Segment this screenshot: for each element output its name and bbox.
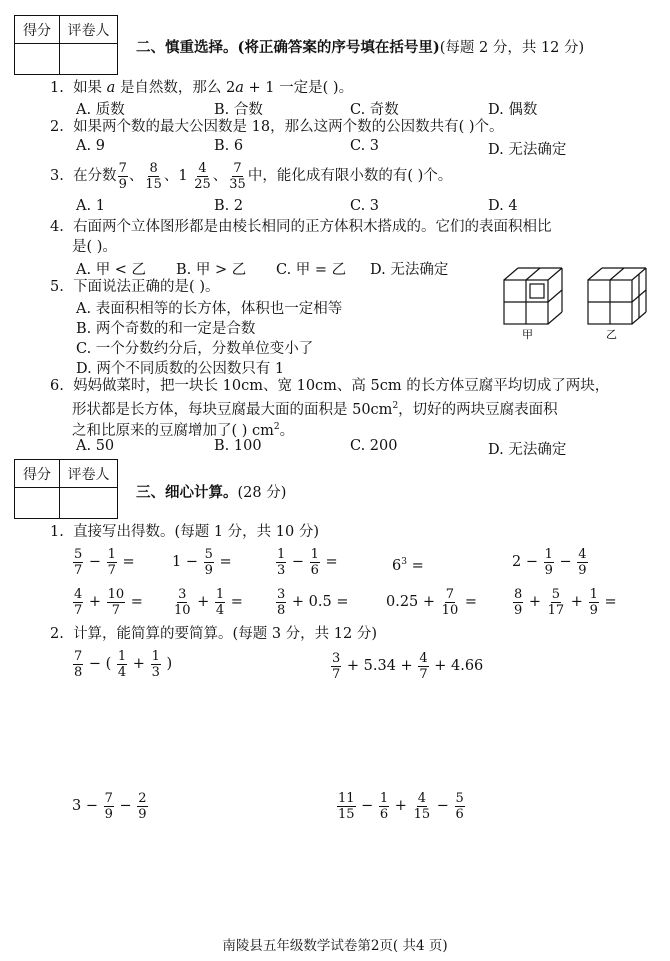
section3-title: 三、细心计算。 xyxy=(136,484,238,501)
calc-a5: 2 − $\frac{1}{9}$ − $\frac{4}{9}$ xyxy=(512,546,587,578)
grader-label: 评卷人 xyxy=(60,16,118,44)
section2-note: (每题 2 分，共 12 分) xyxy=(439,40,585,56)
section3-note: (28 分) xyxy=(237,485,287,501)
page-footer: 南陵县五年级数学试卷第2页( 共4 页) xyxy=(222,938,448,954)
q4-option-b[interactable]: B. 甲 > 乙 xyxy=(176,262,247,278)
q2-option-d[interactable]: D. 无法确定 xyxy=(488,142,567,158)
score-box-section2 xyxy=(14,15,118,75)
q2-option-a[interactable]: A. 9 xyxy=(76,138,105,154)
section3-part1-heading: 1. 直接写出得数。(每题 1 分，共 10 分) xyxy=(50,524,319,540)
calc-a4: $6^3$ = xyxy=(392,557,424,574)
calc-a2: 1 − $\frac{5}{9}$ = xyxy=(172,546,232,578)
figure-yi xyxy=(588,268,646,324)
q3-option-b[interactable]: B. 2 xyxy=(214,198,244,214)
score-cell[interactable] xyxy=(15,488,60,519)
grader-cell[interactable] xyxy=(60,488,118,519)
q4-option-c[interactable]: C. 甲 = 乙 xyxy=(276,262,347,278)
calc-a3: $\frac{1}{3}$ − $\frac{1}{6}$ = xyxy=(277,546,338,578)
grader-label: 评卷人 xyxy=(60,460,118,488)
calc-d1: 3 − $\frac{7}{9}$ − $\frac{2}{9}$ xyxy=(72,790,147,822)
q5-option-b[interactable]: B. 两个奇数的和一定是合数 xyxy=(76,321,256,337)
q6-option-d[interactable]: D. 无法确定 xyxy=(488,442,567,458)
calc-b3: $\frac{3}{8}$ + 0.5 = xyxy=(277,586,349,618)
score-label: 得分 xyxy=(15,460,60,488)
q6-stem-line2: 形状都是长方体，每块豆腐最大面的面积是 $50cm^2$，切好的两块豆腐表面积 xyxy=(72,401,558,418)
q6-option-b[interactable]: B. 100 xyxy=(214,438,262,454)
calc-b4: 0.25 + $\frac{7}{10}$ = xyxy=(386,586,477,618)
q3-fraction-4: $\frac{7}{35}$ xyxy=(229,160,246,192)
q3-fraction-1: $\frac{7}{9}$ xyxy=(118,160,127,192)
q5-option-c[interactable]: C. 一个分数约分后，分数单位变小了 xyxy=(76,341,314,357)
score-cell[interactable] xyxy=(15,44,60,75)
q6-stem-line3: 之和比原来的豆腐增加了( ) $cm^2$。 xyxy=(72,422,295,439)
q5-stem: 5. 下面说法正确的是( )。 xyxy=(50,279,220,295)
q4-option-a[interactable]: A. 甲 < 乙 xyxy=(76,262,147,278)
q4-stem-line2: 是( )。 xyxy=(72,239,117,255)
q3-option-a[interactable]: A. 1 xyxy=(76,198,105,214)
calc-b5: $\frac{8}{9}$ + $\frac{5}{17}$ + $\frac{1}{9}$ = xyxy=(514,586,617,618)
q6-option-c[interactable]: C. 200 xyxy=(350,438,398,454)
q1-option-a[interactable]: A. 质数 xyxy=(76,102,125,118)
q1-option-c[interactable]: C. 奇数 xyxy=(350,102,399,118)
q5-option-d[interactable]: D. 两个不同质数的公因数只有 1 xyxy=(76,361,285,377)
score-label: 得分 xyxy=(15,16,60,44)
q1-stem: 1. 如果 a 是自然数，那么 2a + 1 一定是( )。 xyxy=(50,80,354,96)
q4-cube-figures xyxy=(500,258,660,340)
q4-stem: 4. 右面两个立体图形都是由棱长相同的正方体积木搭成的。它们的表面积相比 xyxy=(50,219,552,235)
q1-option-b[interactable]: B. 合数 xyxy=(214,102,263,118)
q3-fraction-3: $\frac{4}{25}$ xyxy=(194,160,211,192)
grader-cell[interactable] xyxy=(60,44,118,75)
q6-option-a[interactable]: A. 50 xyxy=(76,438,115,454)
q2-option-c[interactable]: C. 3 xyxy=(350,138,380,154)
calc-c1: $\frac{7}{8}$ − ( $\frac{1}{4}$ + $\frac{1}{3}$ ) xyxy=(74,648,173,680)
score-box-section3 xyxy=(14,459,118,519)
q5-option-a[interactable]: A. 表面积相等的长方体，体积也一定相等 xyxy=(76,301,343,317)
calc-a1: $\frac{5}{7}$ − $\frac{1}{7}$ = xyxy=(74,546,135,578)
figure-jia xyxy=(504,268,562,324)
figure-yi-label: 乙 xyxy=(606,328,617,340)
q1-option-d[interactable]: D. 偶数 xyxy=(488,102,538,118)
q4-option-d[interactable]: D. 无法确定 xyxy=(370,262,449,278)
section3-heading xyxy=(136,481,286,502)
section2-heading xyxy=(136,36,584,57)
calc-b2: $\frac{3}{10}$ + $\frac{1}{4}$ = xyxy=(174,586,243,618)
q6-stem-line1: 6. 妈妈做菜时，把一块长 10cm、宽 10cm、高 5cm 的长方体豆腐平均切成了两块， xyxy=(50,378,610,394)
calc-c2: $\frac{3}{7}$ + 5.34 + $\frac{4}{7}$ + 4.66 xyxy=(332,650,484,682)
q3-fraction-2: $\frac{8}{15}$ xyxy=(145,160,162,192)
q3-option-d[interactable]: D. 4 xyxy=(488,198,518,214)
q3-stem: 3. 在分数 $\frac{7}{9}$ 、 $\frac{8}{15}$ 、1 $\frac{4}{25}$ 、 $\frac{7}{35}$ 中，能化成有限小数的有( )个。 xyxy=(50,160,453,192)
calc-d2: $\frac{11}{15}$ − $\frac{1}{6}$ + $\frac{4}{15}$ − $\frac{5}{6}$ xyxy=(338,790,464,822)
figure-jia-label: 甲 xyxy=(522,328,533,340)
section2-title: 二、慎重选择。(将正确答案的序号填在括号里) xyxy=(136,39,440,56)
q3-option-c[interactable]: C. 3 xyxy=(350,198,380,214)
section3-part2-heading: 2. 计算，能简算的要简算。(每题 3 分，共 12 分) xyxy=(50,626,377,642)
q2-stem: 2. 如果两个数的最大公因数是 18，那么这两个数的公因数共有( )个。 xyxy=(50,119,504,135)
calc-b1: $\frac{4}{7}$ + $\frac{10}{7}$ = xyxy=(74,586,143,618)
q2-option-b[interactable]: B. 6 xyxy=(214,138,244,154)
